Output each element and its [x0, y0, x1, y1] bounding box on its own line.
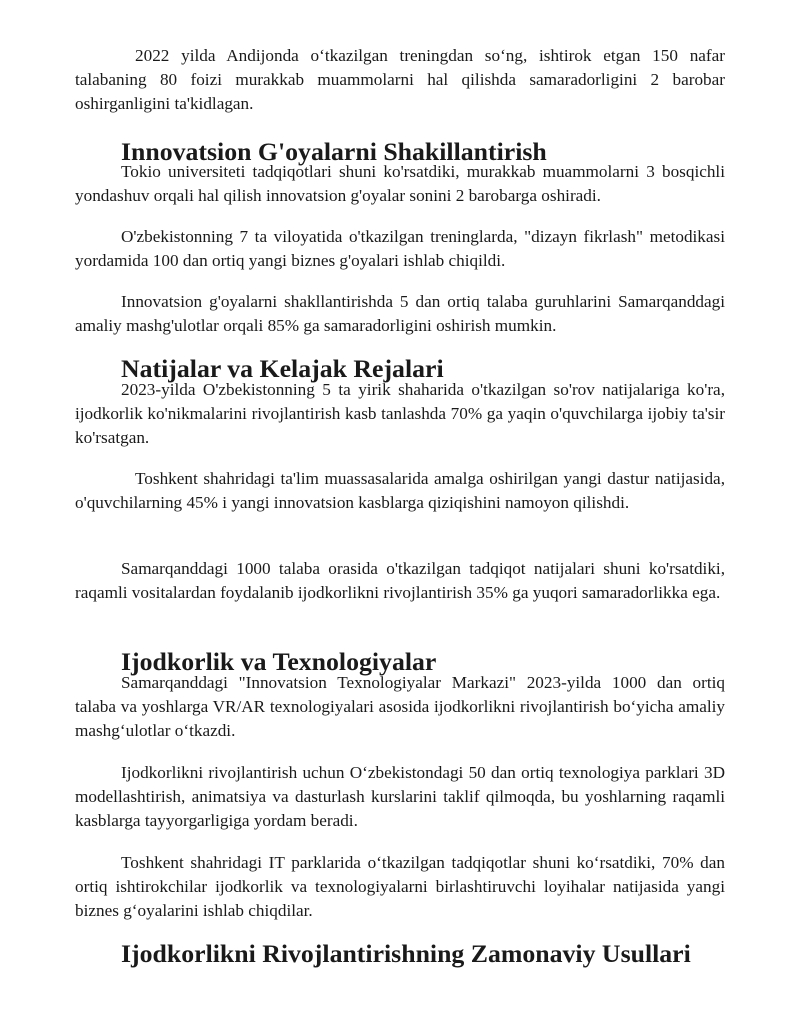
paragraph-talaba-guruhlari: Innovatsion g'oyalarni shakllantirishda 5 dan ortiq talaba guruhlarini Samarqanddagi amaliy mashg'ulotlar orqali 85% ga samaradorligini oshirish mumkin. [75, 292, 725, 335]
section-heading-zamonaviy-usullar: Ijodkorlikni Rivojlantirishning Zamonaviy Usullari [121, 939, 691, 968]
section-heading-natijalar: Natijalar va Kelajak Rejalari [121, 354, 444, 383]
intro-paragraph: 2022 yilda Andijonda o‘tkazilgan treningdan so‘ng, ishtirok etgan 150 nafar talabaning 80 foizi murakkab muammolarni hal qilishda samaradorligini 2 barobar oshirganligini ta'kidlagan. [75, 46, 725, 113]
paragraph-dizayn-fikrlash: O'zbekistonning 7 ta viloyatida o'tkazilgan treninglarda, "dizayn fikrlash" metodikasi yordamida 100 dan ortiq yangi biznes g'oyalari ishlab chiqildi. [75, 227, 725, 270]
paragraph-samarqand-tadqiqot: Samarqanddagi 1000 talaba orasida o'tkazilgan tadqiqot natijalari shuni ko'rsatdiki, raqamli vositalardan foydalanib ijodkorlikni rivojlantirish 35% ga yuqori samaradorlikka ega. [75, 559, 725, 602]
section-heading-ijodkorlik-texnologiyalar: Ijodkorlik va Texnologiyalar [121, 647, 437, 676]
paragraph-toshkent-dastur: Toshkent shahridagi ta'lim muassasalarida amalga oshirilgan yangi dastur natijasida, o'quvchilarning 45% i yangi innovatsion kasblarga qiziqishini namoyon qilishdi. [75, 469, 725, 512]
paragraph-texnologiya-parklari: Ijodkorlikni rivojlantirish uchun O‘zbekistondagi 50 dan ortiq texnologiya parklari 3D modellashtirish, animatsiya va dasturlash kurslarini taklif qilmoqda, bu yoshlarning raqamli kasblarga tayyorgarligiga yordam beradi. [75, 763, 725, 830]
paragraph-innovatsion-markaz: Samarqanddagi "Innovatsion Texnologiyalar Markazi" 2023-yilda 1000 dan ortiq talaba va yoshlarga VR/AR texnologiyalari asosida ijodkorlikni rivojlantirish bo‘yicha amaliy mashg‘ulotlar o‘tkazdi. [75, 673, 725, 740]
section-heading-innovatsion-goyalar: Innovatsion G'oyalarni Shakillantirish [121, 137, 547, 166]
paragraph-tokio-universiteti: Tokio universiteti tadqiqotlari shuni ko'rsatdiki, murakkab muammolarni 3 bosqichli yondashuv orqali hal qilish innovatsion g'oyalar sonini 2 barobarga oshiradi. [75, 162, 725, 205]
paragraph-sorov-natijalari: 2023-yilda O'zbekistonning 5 ta yirik shaharida o'tkazilgan so'rov natijalariga ko'ra, ijodkorlik ko'nikmalarini rivojlantirish kasb tanlashda 70% ga yaqin o'quvchilarga ijobiy ta'sir ko'rsatgan. [75, 380, 725, 447]
paragraph-it-parklari: Toshkent shahridagi IT parklarida o‘tkazilgan tadqiqotlar shuni ko‘rsatdiki, 70% dan ortiq ishtirokchilar ijodkorlik va texnologiyalarni birlashtiruvchi loyihalar natijasida yangi biznes g‘oyalarini ishlab chiqdilar. [75, 853, 725, 920]
